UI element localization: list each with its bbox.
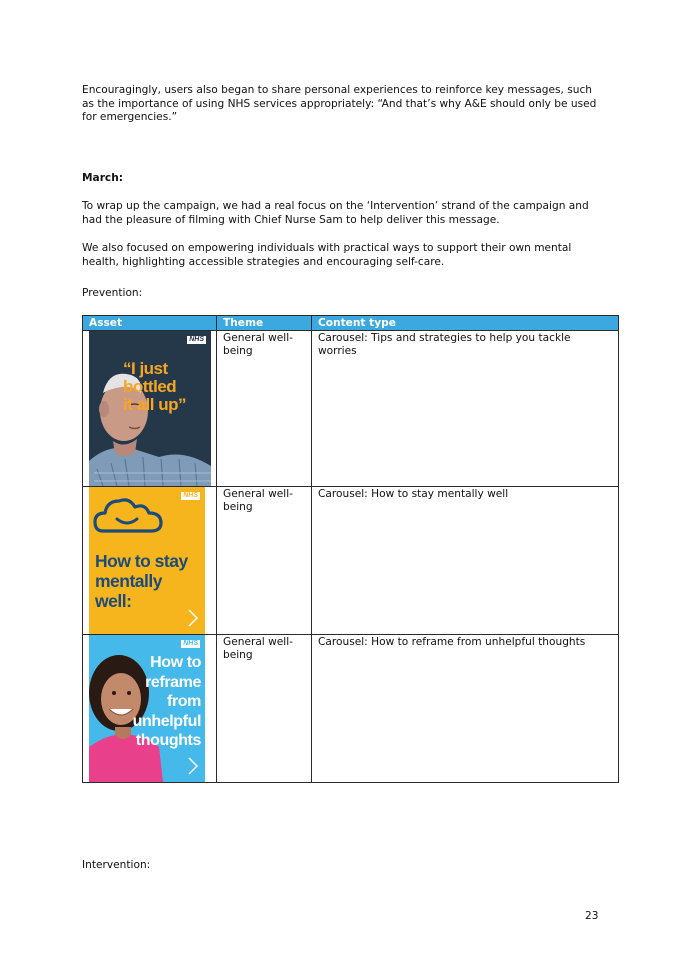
march-heading: March: — [82, 172, 123, 184]
nhs-logo: NHS — [183, 640, 198, 647]
prevention-label: Prevention: — [82, 287, 143, 299]
march-paragraph-1: To wrap up the campaign, we had a real focus on the ‘Intervention’ strand of the campaign and had the pleasure of filming with Chief Nurse Sam to help deliver this message. — [82, 200, 589, 226]
asset-headline: “I just bottled it all up” — [123, 359, 186, 414]
table-row — [83, 331, 619, 487]
asset-cell — [83, 487, 217, 635]
asset-image-mentally-well — [89, 487, 205, 634]
header-asset: Asset — [83, 316, 217, 331]
header-content-type: Content type — [312, 316, 619, 331]
intervention-label: Intervention: — [82, 859, 151, 871]
chevron-right-icon — [187, 756, 199, 776]
content-type-cell: Carousel: How to reframe from unhelpful thoughts — [312, 635, 619, 783]
assets-table — [82, 315, 619, 783]
table-row — [83, 635, 619, 783]
nhs-logo: NHS — [183, 492, 198, 499]
march-paragraph-2: We also focused on empowering individuals with practical ways to support their own mental health, highlighting accessible strategies and encouraging self-care. — [82, 242, 572, 268]
asset-cell — [83, 331, 217, 487]
asset-cell — [83, 635, 217, 783]
nhs-logo: NHS — [189, 336, 204, 343]
intro-paragraph: Encouragingly, users also began to share personal experiences to reinforce key messages, such as the importance of using NHS services appropriately: “And that’s why A&E should only be used for emergencies.” — [82, 84, 597, 124]
page-number: 23 — [585, 910, 599, 922]
chevron-right-icon — [187, 608, 199, 628]
asset-headline: How to reframe from unhelpful thoughts — [132, 654, 201, 749]
theme-cell: General well-being — [217, 635, 312, 783]
table-header-row — [83, 316, 619, 331]
theme-cell: General well-being — [217, 487, 312, 635]
content-type-cell: Carousel: Tips and strategies to help you tackle worries — [312, 331, 619, 487]
theme-cell: General well-being — [217, 331, 312, 487]
asset-headline: How to stay mentally well: — [95, 551, 188, 611]
asset-image-reframe — [89, 635, 205, 782]
header-theme: Theme — [217, 316, 312, 331]
content-type-cell: Carousel: How to stay mentally well — [312, 487, 619, 635]
asset-image-bottled — [89, 331, 211, 486]
table-row — [83, 487, 619, 635]
